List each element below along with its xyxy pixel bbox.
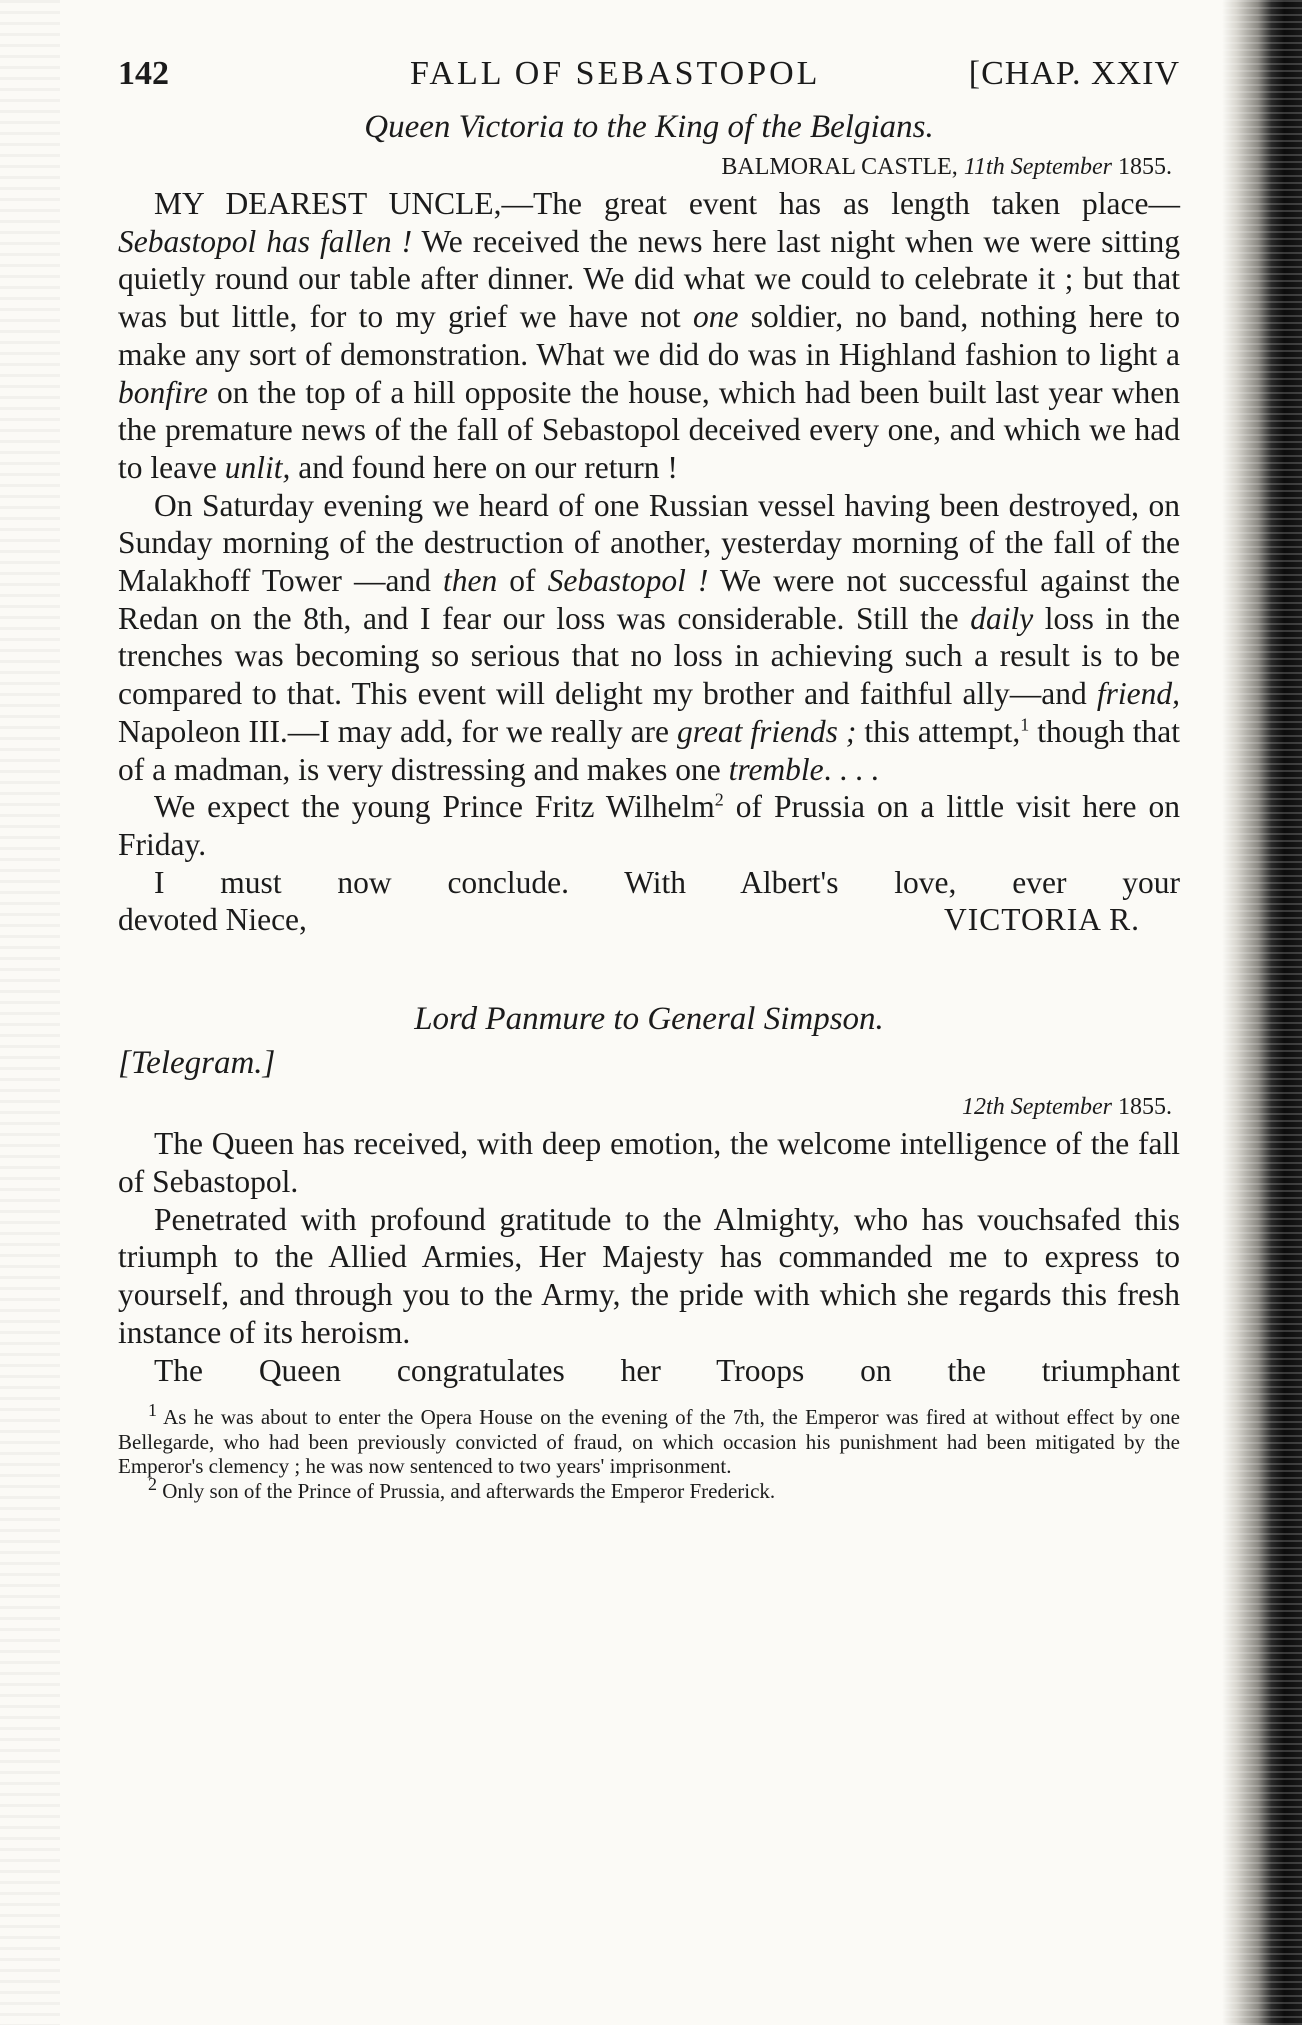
letter2-paragraph-1: The Queen has received, with deep emotion, the welcome intelligence of the fall of Sebastopol. [118, 1126, 1180, 1200]
book-binding-shadow [1222, 0, 1302, 2025]
text-run: —The great event has as length taken place— [501, 186, 1180, 221]
letter1-paragraph-3 [118, 788, 1180, 863]
letter1-paragraph-4: I must now conclude. With Albert's love, ever your [154, 864, 1180, 900]
footnote-ref-2: 2 [714, 789, 724, 810]
chapter-label: [CHAP. XXIV [968, 55, 1180, 92]
letter2-date: 12th September [962, 1094, 1112, 1121]
letter1-place: BALMORAL CASTLE, [721, 154, 958, 180]
page-left-edge-shadow [0, 0, 60, 2025]
footnote-marker-2: 2 [148, 1473, 157, 1494]
footnote-ref-1: 1 [1020, 714, 1030, 735]
letter1-date: 11th September [963, 154, 1112, 180]
italic-run: great friends ; [677, 713, 857, 749]
italic-run: friend, [1096, 676, 1180, 712]
letter1-salutation: MY DEAREST UNCLE, [154, 186, 502, 221]
running-title: FALL OF SEBASTOPOL [410, 55, 821, 92]
letter1-year: 1855. [1118, 154, 1172, 180]
footnote-1 [118, 1400, 1181, 1479]
text-run: We received the news here last night when we were sitting quietly round our table after dinner. We did what we could to celebrate it ; but that was but little, for to my grief we have not [118, 223, 1180, 335]
letter2-heading: Lord Panmure to General Simpson. [414, 1001, 884, 1038]
italic-run: Sebastopol ! [547, 563, 709, 599]
letter1-heading: Queen Victoria to the King of the Belgians. [364, 109, 934, 145]
letter2-paragraph-2: Penetrated with profound gratitude to the Almighty, who has vouchsafed this triumph to the Allied Armies, Her Majesty has commanded me to express to yourself, and through you to the Army, the pride with which she regards this fresh instance of its heroism. [118, 1201, 1180, 1350]
italic-run: daily [970, 600, 1034, 636]
footnote-2 [118, 1473, 1180, 1504]
italic-run: then [443, 563, 498, 599]
closing-phrase: devoted Niece, [118, 902, 307, 938]
letter2-dateline [118, 1089, 1172, 1125]
footnote-marker-1: 1 [148, 1400, 157, 1421]
italic-run: bonfire [118, 374, 208, 410]
footnote-2-text: Only son of the Prince of Prussia, and afterwards the Emperor Frederick. [162, 1478, 776, 1503]
text-run: Napoleon III.—I may add, for we really are [118, 713, 678, 749]
italic-run: Sebastopol has fallen ! [118, 223, 413, 259]
page-header [118, 55, 1180, 105]
italic-run: unlit, [224, 449, 291, 485]
letter1-closing [118, 901, 1180, 939]
letter1-paragraph-2 [118, 487, 1180, 789]
letter1-dateline [118, 149, 1172, 185]
book-page [118, 55, 1180, 1503]
italic-run: one [692, 299, 739, 335]
letter2-paragraph-3: The Queen congratulates her Troops on the triumphant [154, 1352, 1180, 1388]
telegram-label: [Telegram.] [118, 1045, 276, 1082]
text-run: We expect the young Prince Fritz Wilhelm [154, 789, 715, 825]
text-run: On Saturday evening we heard of one Russian vessel having been destroyed, on Sunday morning of the destruction of another, yesterday morning of the fall of the Malakhoff Tower —and [118, 487, 1180, 599]
page-number: 142 [118, 55, 169, 92]
letter2-year: 1855. [1118, 1094, 1172, 1121]
text-run: of Prussia on a little visit here on Friday. [118, 789, 1180, 862]
text-run: though that of a madman, is very distressing and makes one [118, 713, 1180, 787]
signature: VICTORIA R. [944, 902, 1140, 938]
text-run: this attempt, [856, 713, 1021, 749]
text-run: on the top of a hill opposite the house, which had been built last year when the premature news of the fall of Sebastopol deceived every one, and which we had to leave [118, 374, 1180, 485]
text-run: . . . . [823, 751, 879, 787]
italic-run: tremble [728, 751, 824, 787]
letter1-paragraph-1 [118, 185, 1180, 487]
footnote-1-text: As he was about to enter the Opera House on the evening of the 7th, the Emperor was fired at without effect by one Bellegarde, who had been previously convicted of fraud, on which occasion his punishment had been mitigated by the Emperor's clemency ; he was now sentenced to two years' imprisonment. [118, 1405, 1181, 1479]
footnotes [118, 1400, 1181, 1503]
text-run: loss in the trenches was becoming so serious that no loss in achieving such a result is to be compared to that. This event will delight my brother and faithful ally—and [118, 600, 1180, 712]
text-run: of [497, 563, 548, 599]
text-run: soldier, no band, nothing here to make any sort of demonstration. What we did do was in Highland fashion to light a [118, 299, 1180, 372]
text-run: and found here on our return ! [290, 449, 678, 485]
text-run: We were not successful against the Redan on the 8th, and I fear our loss was considerable. Still the [118, 563, 1181, 636]
